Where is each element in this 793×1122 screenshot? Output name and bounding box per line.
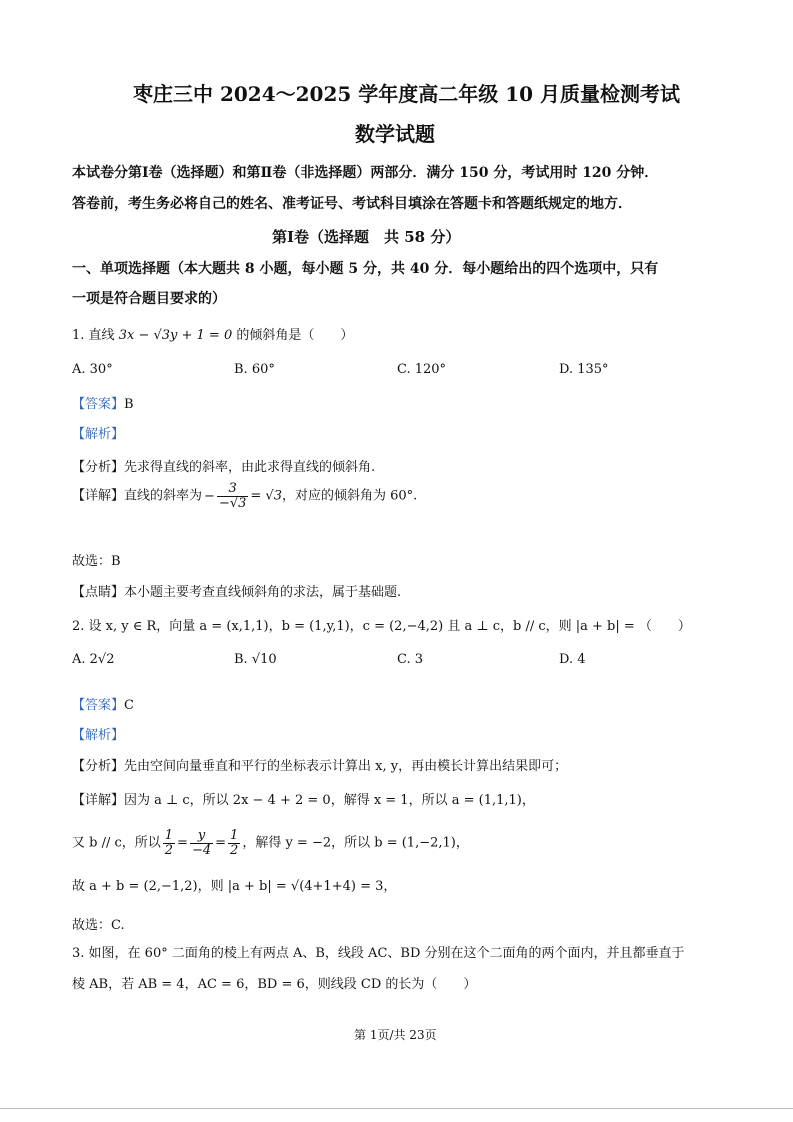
detail-row-2: 又 b // c，所以 $\frac{1}{2}$ = $\frac{y}{-4}$ = $\frac{1}{2}$ ，解得 y = −2，所以 b = (1,−2,1)，: [72, 828, 469, 858]
fenxi-text: 先求得直线的斜率，由此求得直线的倾斜角.: [124, 460, 376, 475]
choose-row: 故选：C.: [72, 918, 125, 933]
option-a: A. 2√2: [72, 652, 115, 667]
answer-row: [72, 393, 134, 412]
choose-row: 故选：B: [72, 554, 121, 569]
fraction: $\frac{1}{2}$: [230, 828, 239, 858]
question-number: 2.: [72, 619, 85, 634]
question-number: 1.: [72, 328, 85, 343]
question-3-line-2: 棱 AB，若 AB = 4，AC = 6，BD = 6，则线段 CD 的长为（ ）: [72, 977, 477, 992]
answer-label: 【答案】: [72, 397, 125, 412]
fraction: $\frac{1}{2}$: [164, 828, 174, 858]
detail-text: ，对应的倾斜角为 60°.: [281, 488, 418, 504]
question-3: [72, 942, 685, 961]
fenxi-row: [72, 456, 375, 475]
detail-row: [72, 789, 535, 808]
question-text: 如图，在 60° 二面角的棱上有两点 A、B，线段 AC、BD 分别在这个二面角的两个面内，并且都垂直于: [88, 946, 685, 961]
fenxi-text: 先由空间向量垂直和平行的坐标表示计算出 x, y，再由模长计算出结果即可；: [124, 759, 568, 774]
analysis-label: 【解析】: [72, 427, 125, 442]
page-number: 第 1页/共 23页: [354, 1028, 437, 1042]
fraction: $\frac{3}{-√3}$: [218, 481, 247, 511]
option-c: C. 3: [397, 652, 424, 667]
fraction: $\frac{y}{-4}$: [191, 828, 212, 858]
section-heading-line-1: 一、单项选择题（本大题共 8 小题，每小题 5 分，共 40 分．每小题给出的四个选项中，只有: [72, 261, 659, 277]
question-text: 设 x, y ∈ R，向量 a = (x,1,1)，b = (1,y,1)，c = (2,−4,2) 且 a ⊥ c，b // c，则 |a + b| = （ ）: [88, 619, 691, 634]
option-c: C. 120°: [397, 362, 447, 377]
intro-line-1: 本试卷分第Ⅰ卷（选择题）和第Ⅱ卷（非选择题）两部分．满分 150 分，考试用时 120 分钟．: [72, 165, 659, 181]
option-b: B. √10: [234, 652, 277, 667]
fenxi-row: [72, 755, 567, 774]
page-title: 枣庄三中 2024～2025 学年度高二年级 10 月质量检测考试: [133, 82, 681, 106]
answer-label: 【答案】: [72, 698, 125, 713]
detail-text: 因为 a ⊥ c，所以 2x − 4 + 2 = 0，解得 x = 1，所以 a = (1,1,1)，: [124, 793, 535, 808]
page-bottom-divider: [0, 1108, 793, 1109]
question-text: 的倾斜角是（ ）: [236, 328, 354, 343]
detail-text: ，解得 y = −2，所以 b = (1,−2,1)，: [242, 835, 469, 851]
answer-value: B: [124, 397, 134, 412]
question-text: 直线: [88, 328, 115, 343]
analysis-label: 【解析】: [72, 728, 125, 743]
detail-text: 直线的斜率为: [124, 488, 203, 504]
comment-label: 【点睛】: [72, 585, 125, 600]
question-number: 3.: [72, 946, 85, 961]
equation: = √3: [250, 488, 282, 504]
answer-value: C: [124, 698, 134, 713]
fenxi-label: 【分析】: [72, 460, 125, 475]
fenxi-label: 【分析】: [72, 759, 125, 774]
detail-row: 【详解】直线的斜率为 − $\frac{3}{-√3}$ = √3，对应的倾斜角为 60°.: [72, 481, 418, 511]
detail-row-3: 故 a + b = (2,−1,2)，则 |a + b| = √(4+1+4) = 3，: [72, 879, 397, 894]
comment-text: 本小题主要考查直线倾斜角的求法，属于基础题.: [124, 585, 402, 600]
option-d: D. 4: [559, 652, 586, 667]
equation: 3x − √3y + 1 = 0: [118, 328, 233, 343]
question-1: [72, 324, 353, 343]
section-heading-line-2: 一项是符合题目要求的）: [72, 291, 226, 307]
answer-row: [72, 694, 134, 713]
page-subtitle: 数学试题: [355, 122, 435, 146]
detail-label: 【详解】: [72, 793, 125, 808]
section-title: 第Ⅰ卷（选择题 共 58 分）: [272, 228, 461, 246]
option-b: B. 60°: [234, 362, 275, 377]
comment-row: [72, 581, 401, 600]
question-2: [72, 615, 691, 634]
intro-line-2: 答卷前，考生务必将自己的姓名、准考证号、考试科目填涂在答题卡和答题纸规定的地方．: [72, 196, 632, 212]
option-d: D. 135°: [559, 362, 609, 377]
detail-text: 又 b // c，所以: [72, 835, 161, 851]
detail-label: 【详解】: [72, 488, 125, 504]
option-a: A. 30°: [72, 362, 113, 377]
